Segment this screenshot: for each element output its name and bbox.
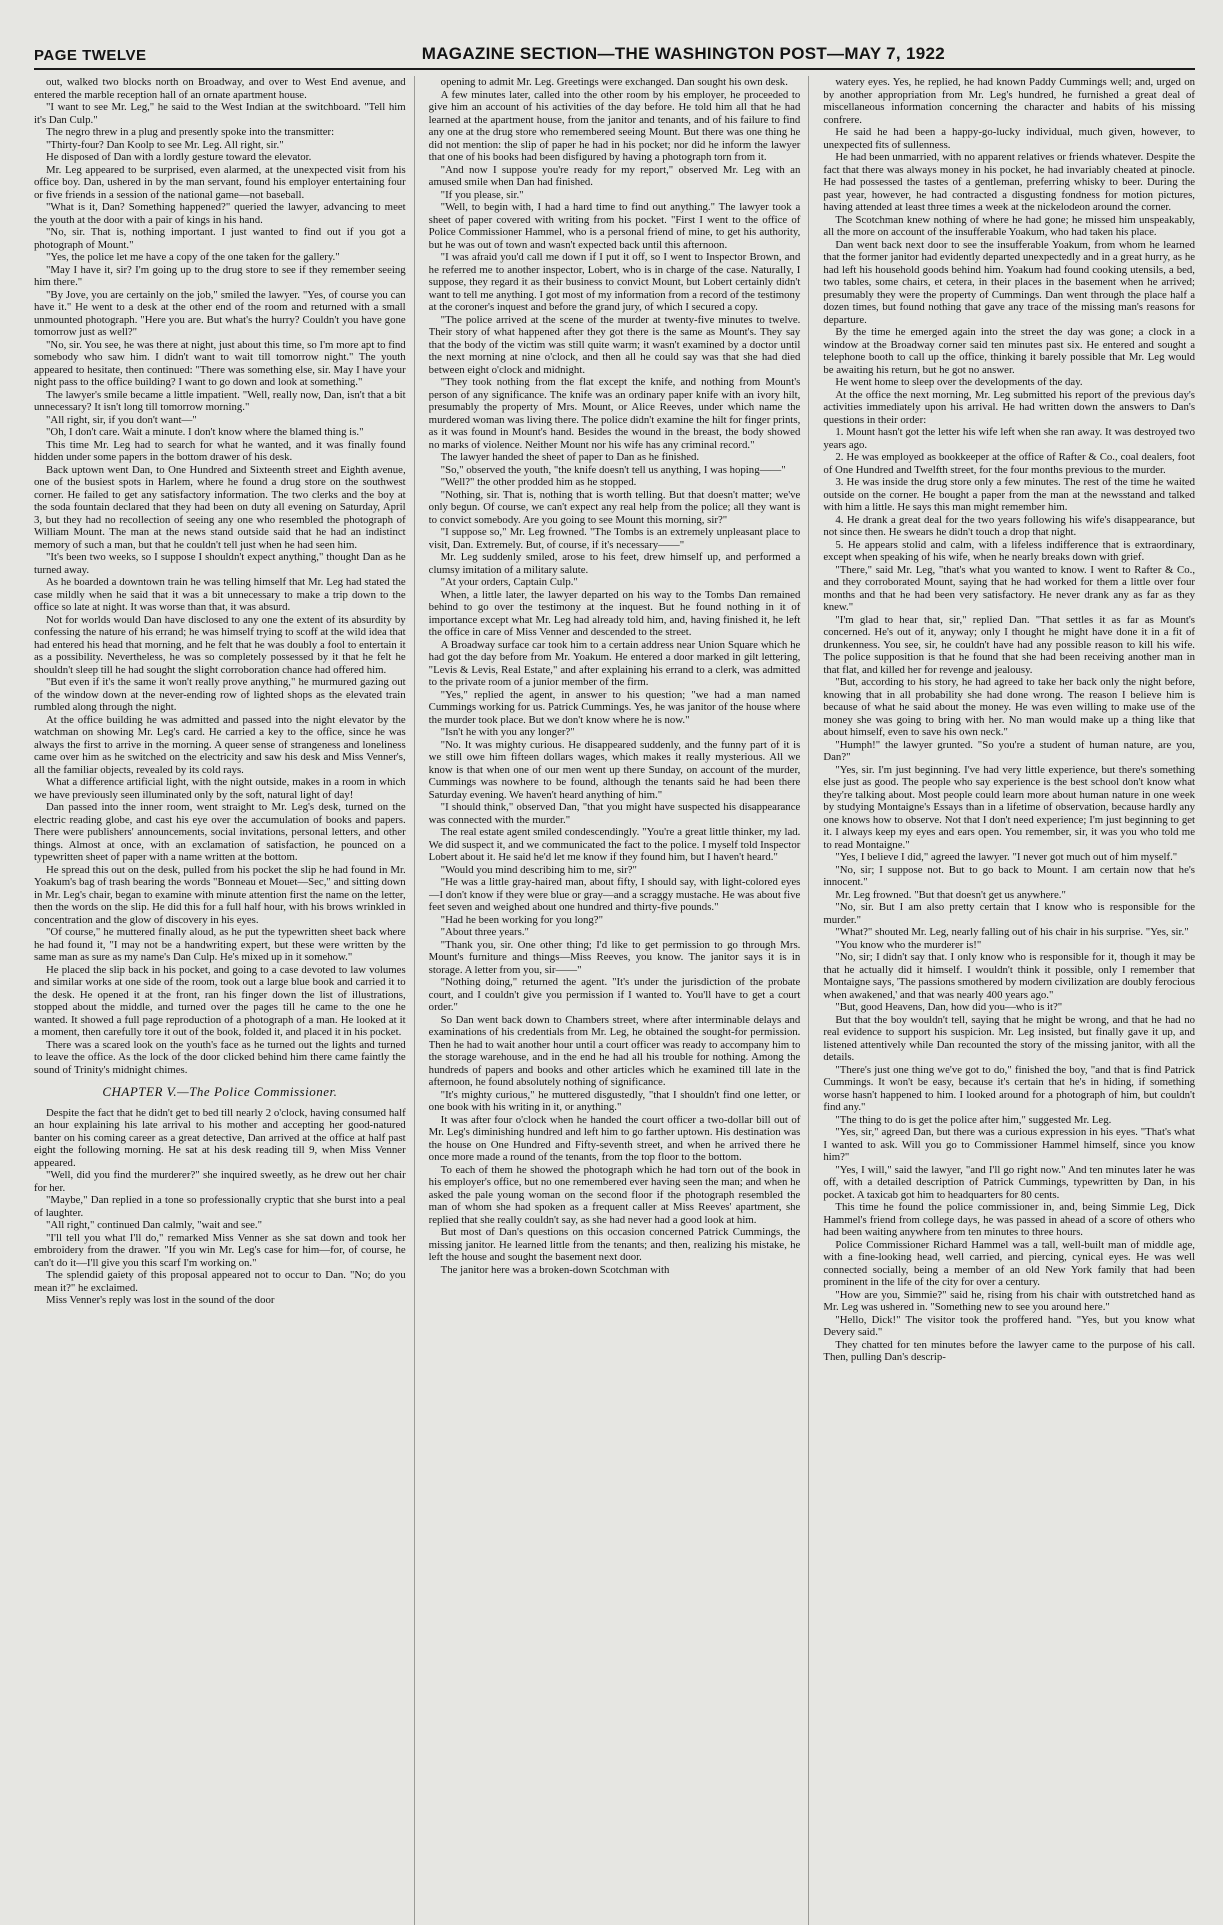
paragraph: He said he had been a happy-go-lucky individual, much given, however, to unexpected fits of sullenness. bbox=[823, 126, 1195, 151]
paragraph: Dan went back next door to see the insufferable Yoakum, from whom he learned that the former janitor had evidently departed unexpectedly and in a great hurry, as he had left his household goods behind him. Yoakum had found cooking utensils, a bed, two tables, some chairs, et cetera, in their places in the basement when he arrived; presumably they were the property of Cummings. Dan went through the place half a dozen times, but found nothing that gave any trace of the missing man's reasons for departure. bbox=[823, 238, 1195, 326]
paragraph: This time Mr. Leg had to search for what he wanted, and it was finally found hidden under some papers in the bottom drawer of his desk. bbox=[34, 438, 406, 463]
paragraph: It was after four o'clock when he handed the court officer a two-dollar bill out of Mr. Leg's diminishing hundred and left him to go farther uptown. His destination was the house on One Hundred and Fifty-seventh street, and when he arrived there he once more made a round of the tenants, from the top floor to the bottom. bbox=[428, 1113, 801, 1163]
paragraph: out, walked two blocks north on Broadway, and over to West End avenue, and entered the marble reception hall of an ornate apartment house. bbox=[34, 76, 406, 101]
paragraph: "I should think," observed Dan, "that you might have suspected his disappearance was connected with the murder." bbox=[428, 801, 801, 826]
paragraph: "Thirty-four? Dan Koolp to see Mr. Leg. All right, sir." bbox=[46, 138, 284, 151]
paragraph: "No, sir. That is, nothing important. I just wanted to find out if you got a photograph of Mount." bbox=[34, 226, 406, 251]
paragraph: "What is it, Dan? Something happened?" queried the lawyer, advancing to meet the youth at the door with a pair of kings in his hand. bbox=[34, 201, 406, 226]
paragraph: He had been unmarried, with no apparent relatives or friends whatever. Despite the fact that there was always money in his pocket, he had invariably cheated at pinocle. He had possessed the tastes of a gentleman, preferring whisky to beer. During the past year, however, he had contracted a disgusting fondness for motion pictures, having attended at least three times a week at the nickelodeon around the corner. bbox=[823, 151, 1195, 213]
paragraph: 3. He was inside the drug store only a few minutes. The rest of the time he waited outside on the corner. He bought a paper from the man at the newsstand and talked with him a little. He says this man might remember him. bbox=[823, 476, 1195, 513]
paragraph: "The police arrived at the scene of the murder at twenty-five minutes to twelve. Their story of what happened after they got there is the same as Mount's. They say that the body of the victim was still quite warm; it wasn't examined by a doctor until the next morning at nine o'clock, and then all he could say was that she had died between eight o'clock and midnight. bbox=[428, 313, 801, 376]
paragraph: He disposed of Dan with a lordly gesture toward the elevator. bbox=[46, 151, 312, 163]
paragraph: 5. He appears stolid and calm, with a lifeless indifference that is extraordinary, except when speaking of his wife, when he nearly breaks down with grief. bbox=[823, 538, 1195, 563]
section-title: MAGAZINE SECTION—THE WASHINGTON POST—MAY 7, 1922 bbox=[421, 44, 945, 63]
paragraph: "I was afraid you'd call me down if I put it off, so I went to Inspector Brown, and he referred me to another inspector, Lobert, who is in charge of the case. Naturally, I suppose, they regard it as their business to convict Mount, but Lobert certainly didn't want to tell me anything. I got most of my information from a record of the testimony at the coroner's inquest and before the grand jury, of which I secured a copy. bbox=[428, 251, 801, 313]
paragraph: But that the boy wouldn't tell, saying that he might be wrong, and that he had no real evidence to support his suspicion. Mr. Leg insisted, but finally gave it up, and listened attentively while Dan recounted the story of the missing janitor, with all the details. bbox=[823, 1013, 1195, 1063]
column-1 bbox=[34, 76, 415, 1925]
paragraph: "No, sir. But I am also pretty certain that I know who is responsible for the murder." bbox=[823, 901, 1195, 926]
paragraph: "If you please, sir." bbox=[440, 188, 524, 201]
paragraph: "Hello, Dick!" The visitor took the proffered hand. "Yes, but you know what Devery said." bbox=[823, 1313, 1195, 1338]
paragraph: There was a scared look on the youth's face as he turned out the lights and turned to leave the office. As the lock of the door clicked behind him there came faintly the sound of Trinity's midnight chimes. bbox=[34, 1038, 406, 1076]
paragraph: 4. He drank a great deal for the two years following his wife's disappearance, but not since then. He swears he didn't touch a drop that night. bbox=[823, 513, 1195, 538]
paragraph: "Nothing, sir. That is, nothing that is worth telling. But that doesn't matter; we've only begun. Of course, we can't expect any real help from the police; all they want is to convict somebody. Are you going to see Mount this morning, sir?" bbox=[428, 488, 801, 526]
column-3 bbox=[823, 76, 1195, 1925]
paragraph: "He was a little gray-haired man, about fifty, I should say, with light-colored eyes—I don't know if they were blue or gray—and a scraggy mustache. He was about five feet seven and weighed about one hundred and thirty-five pounds." bbox=[428, 876, 801, 913]
paragraph: "But, according to his story, he had agreed to take her back only the night before, knowing that in all probability she had done wrong. The reason I believe him is because of what he said about the money. He was even willing to make use of the money she was going to bring with her. No man would make up a thing like that about himself, even to save his own neck." bbox=[823, 676, 1195, 738]
paragraph: This time he found the police commissioner in, and, being Simmie Leg, Dick Hammel's friend from college days, he was passed in ahead of a score of others who had been waiting anywhere from ten minutes to three hours. bbox=[823, 1201, 1195, 1238]
paragraph: To each of them he showed the photograph which he had torn out of the book in his employer's office, but no one remembered ever having seen the man; and when he asked the pale young woman on the second floor if the photograph resembled the man of whom she had spoken as a frequent caller at Miss Reeves' apartment, she replied that she really couldn't say, as she had never had a good look at him. bbox=[428, 1163, 801, 1226]
paragraph: So Dan went back down to Chambers street, where after interminable delays and examinations of his credentials from Mr. Leg, he obtained the sought-for permission. Then he had to wait another hour until a court officer was ready to accompany him to the storage warehouse, and in the end he had all his trouble for nothing. Among the hundreds of papers and books and other articles which he examined till late in the afternoon, he found absolutely nothing of significance. bbox=[428, 1013, 801, 1088]
paragraph: "I suppose so," Mr. Leg frowned. "The Tombs is an extremely unpleasant place to visit, Dan. Extremely. But, of course, if it's necessary——" bbox=[428, 526, 801, 551]
paragraph: opening to admit Mr. Leg. Greetings were exchanged. Dan sought his own desk. bbox=[440, 76, 788, 88]
paragraph: "All right," continued Dan calmly, "wait and see." bbox=[46, 1219, 263, 1231]
paragraph: "Of course," he muttered finally aloud, as he put the typewritten sheet back where he had found it, "I may not be a handwriting expert, but these were written by the same man as sure as my name's Dan Culp. He's mixed up in it somehow." bbox=[34, 926, 406, 963]
paragraph: "By Jove, you are certainly on the job," smiled the lawyer. "Yes, of course you can have it." He went to a desk at the other end of the room and returned with a small unmounted photograph. "Here you are. But what's the hurry? Couldn't you have gone tomorrow just as well?" bbox=[34, 288, 406, 338]
paragraph: Police Commissioner Richard Hammel was a tall, well-built man of middle age, with a fine-looking head, well carried, and piercing, cynical eyes. He was well connected socially, being a member of an old New York family that had been prominent in the life of the city for over a century. bbox=[823, 1238, 1195, 1288]
paragraph: What a difference artificial light, with the night outside, makes in a room in which we have previously seen illuminated only by the soft, natural light of day! bbox=[34, 776, 406, 801]
paragraph: He placed the slip back in his pocket, and going to a case devoted to law volumes and similar works at one side of the room, took out a large blue book and carried it to the desk. He opened it at the front, ran his finger down the list of illustrations, stopped about the middle, and turned over the pages till he came to the one he wanted. It showed a full page reproduction of a photograph of a man. He looked at it a moment, then carefully tore it out of the book, folded it, and placed it in his pocket. bbox=[34, 963, 406, 1038]
paragraph: "Yes, I will," said the lawyer, "and I'll go right now." And ten minutes later he was off, with a detailed description of Patrick Cummings, typewritten by Dan, in his pocket. A taxicab got him to headquarters for 80 cents. bbox=[823, 1163, 1195, 1201]
paragraph: "I'm glad to hear that, sir," replied Dan. "That settles it as far as Mount's concerned. He's out of it, anyway; only I thought he might have done it in a fit of drunkenness. You see, sir, he couldn't have had any possible reason to kill his wife. The police supposition is that he found that she had been receiving another man in that flat, and killed her for revenge and jealousy. bbox=[823, 613, 1195, 676]
paragraph: "Yes, sir. I'm just beginning. I've had very little experience, but there's something else just as good. The people who say experience is the best school don't know what they're talking about. Most people could learn more about human nature in one week by studying Montaigne's Essays than in a lifetime of observation, because hardly any one knows how to observe. Not that I don't need experience; I'm just beginning to get it. I always keep my eyes and ears open. You remember, sir, it was you who told me to read Montaigne." bbox=[823, 763, 1195, 851]
paragraph: "What?" shouted Mr. Leg, nearly falling out of his chair in his surprise. "Yes, sir." bbox=[835, 926, 1189, 938]
paragraph: "And now I suppose you're ready for my report," observed Mr. Leg with an amused smile when Dan had finished. bbox=[428, 163, 801, 188]
paragraph: A few minutes later, called into the other room by his employer, he proceeded to give him an account of his activities of the day before. He told him all that he had learned at the apartment house, from the janitor and tenants, and of his failure to find any one at the drug store who remembered seeing Mount. But there was one thing he did not mention: the slip of paper he had in his pocket; nor did he inform the lawyer that one of his books had been disfigured by having a photograph torn from it. bbox=[428, 88, 801, 163]
masthead bbox=[34, 28, 1195, 70]
paragraph: When, a little later, the lawyer departed on his way to the Tombs Dan remained behind to go over the testimony at the inquest. But he found nothing in it of importance except what Mr. Leg had already told him, and, having finished it, he left the office in care of Miss Venner and descended to the street. bbox=[428, 588, 801, 638]
paragraph: "Yes," replied the agent, in answer to his question; "we had a man named Cummings working for us. Patrick Cummings. Yes, he was janitor of the house where the murder took place. But we don't know where he is now." bbox=[428, 688, 801, 726]
paragraph: "Maybe," Dan replied in a tone so professionally cryptic that she burst into a peal of laughter. bbox=[34, 1194, 406, 1219]
paragraph: "Yes, the police let me have a copy of the one taken for the gallery." bbox=[46, 251, 340, 263]
paragraph: "All right, sir, if you don't want—" bbox=[46, 413, 197, 426]
paragraph: "Well, to begin with, I had a hard time to find out anything." The lawyer took a sheet of paper covered with writing from his pocket. "First I went to the office of Police Commissioner Hammel, who is a personal friend of mine, to get his authority, but he was out of town and wasn't expected back until this afternoon. bbox=[428, 201, 801, 251]
paragraph: Mr. Leg appeared to be surprised, even alarmed, at the unexpected visit from his office boy. Dan, ushered in by the man servant, found his employer entertaining four or five friends in a session of the national game—not baseball. bbox=[34, 163, 406, 201]
paragraph: "About three years." bbox=[440, 926, 529, 938]
paragraph: "You know who the murderer is!" bbox=[835, 938, 982, 951]
paragraph: "There's just one thing we've got to do," finished the boy, "and that is find Patrick Cummings. It won't be easy, because it's certain that he's in hiding, if something worse hasn't happened to him. I looked around for a photograph of him, but couldn't find any." bbox=[823, 1063, 1195, 1113]
paragraph: Despite the fact that he didn't get to bed till nearly 2 o'clock, having consumed half an hour explaining his late arrival to his mother and accepting her good-natured banter on his coming career as a great detective, Dan arrived at the office at half past eight the following morning. He sat at his desk reading till 9, when Miss Venner appeared. bbox=[34, 1106, 406, 1169]
paragraph: "Had he been working for you long?" bbox=[440, 913, 603, 926]
paragraph: "Yes, sir," agreed Dan, but there was a curious expression in his eyes. "That's what I wanted to ask. Will you go to Commissioner Hammel himself, since you know him?" bbox=[823, 1126, 1195, 1163]
paragraph: Miss Venner's reply was lost in the sound of the door bbox=[46, 1294, 275, 1306]
paragraph: "Would you mind describing him to me, sir?" bbox=[440, 863, 637, 876]
paragraph: "I want to see Mr. Leg," he said to the West Indian at the switchboard. "Tell him it's Dan Culp." bbox=[34, 101, 406, 126]
paragraph: "No, sir; I didn't say that. I only know who is responsible for it, though it may be that he actually did it himself. I wouldn't think it possible, only I remember that Montaigne says, 'The passions smothered by modern civilization are doubly ferocious when awakened,' and that was nearly 400 years ago." bbox=[823, 951, 1195, 1001]
page-number-label: PAGE TWELVE bbox=[34, 47, 147, 64]
paragraph: "There," said Mr. Leg, "that's what you wanted to know. I went to Rafter & Co., and they corroborated Mount, saying that he had worked for them a little over four months and that he had been very satisfactory. He never drank any as far as they knew." bbox=[823, 563, 1195, 613]
paragraph: "The thing to do is get the police after him," suggested Mr. Leg. bbox=[835, 1113, 1112, 1126]
paragraph: "Isn't he with you any longer?" bbox=[440, 726, 575, 738]
paragraph: By the time he emerged again into the street the day was gone; a clock in a window at the Broadway corner said ten minutes past six. He entered and sought a telephone booth to call up the office, thinking it barely possible that Mr. Leg would be awaiting his return, but he got no answer. bbox=[823, 326, 1195, 376]
paragraph: "So," observed the youth, "the knife doesn't tell us anything, I was hoping——" bbox=[440, 463, 786, 476]
paragraph: "Oh, I don't care. Wait a minute. I don't know where the blamed thing is." bbox=[46, 426, 364, 438]
paragraph: "It's mighty curious," he muttered disgustedly, "that I shouldn't find one letter, or one book with his writing in it, or anything." bbox=[428, 1088, 801, 1113]
paragraph: Mr. Leg frowned. "But that doesn't get us anywhere." bbox=[835, 888, 1066, 901]
paragraph: Back uptown went Dan, to One Hundred and Sixteenth street and Eighth avenue, one of the busiest spots in Harlem, where he found a drug store on the southwest corner. He failed to get any satisfactory information. The two clerks and the boy at the soda fountain declared that they had been on duty all evening on Saturday, April 3, but they had no recollection of seeing any one who resembled the photograph of William Mount. The man at the news stand outside said that he had an indistinct memory of such a man, but that he couldn't tell just when he had seen him. bbox=[34, 463, 406, 551]
paragraph: He spread this out on the desk, pulled from his pocket the slip he had found in Mr. Yoakum's bag of trash bearing the words "Bonneau et Mouet—Sec," and sitting down in Mr. Leg's chair, began to examine with minute attention first the name on the letter, then the words on the slip. He did this for a full half hour, with his brows wrinkled in concentration and the glow of discovery in his eyes. bbox=[34, 863, 406, 926]
paragraph: Mr. Leg suddenly smiled, arose to his feet, drew himself up, and performed a clumsy imitation of a military salute. bbox=[428, 551, 801, 576]
paragraph: At the office the next morning, Mr. Leg submitted his report of the previous day's activities immediately upon his arrival. He had written down the answers to Dan's questions in their order: bbox=[823, 388, 1195, 426]
paragraph: "Well?" the other prodded him as he stopped. bbox=[440, 476, 637, 488]
paragraph: 1. Mount hasn't got the letter his wife left when she ran away. It was destroyed two years ago. bbox=[823, 426, 1195, 451]
paragraph: A Broadway surface car took him to a certain address near Union Square which he had got the day before from Mr. Yoakum. He entered a door marked in gilt lettering, "Levis & Levis, Real Estate," and after explaining his errand to a clerk, was admitted to the private room of a junior member of the firm. bbox=[428, 638, 801, 688]
paragraph: "May I have it, sir? I'm going up to the drug store to see if they remember seeing him there." bbox=[34, 263, 406, 288]
paragraph: Dan passed into the inner room, went straight to Mr. Leg's desk, turned on the electric reading globe, and cast his eye over the accumulation of books and papers. There were publishers' announcements, social invitations, personal letters, and other things. Almost at once, with an exclamation of satisfaction, he pounced on a typewritten sheet of paper with a name written at the bottom. bbox=[34, 801, 406, 863]
chapter-heading: CHAPTER V.—The Police Commissioner. bbox=[102, 1084, 338, 1099]
paragraph: Not for worlds would Dan have disclosed to any one the extent of its absurdity by confessing the nature of his errand; he was himself trying to scoff at the wild idea that had entered his head that morning, and he felt that he was doubly a fool to entertain it as a possibility. Nevertheless, he was so completely possessed by it that he felt he shouldn't sleep till he had sought the slight corroboration chance had offered him. bbox=[34, 613, 406, 676]
paragraph: "Thank you, sir. One other thing; I'd like to get permission to go through Mrs. Mount's furniture and things—Miss Reeves, you know. The janitor says it is in storage. A letter from you, sir——" bbox=[428, 938, 801, 976]
paragraph: "I'll tell you what I'll do," remarked Miss Venner as she sat down and took her embroidery from the drawer. "If you win Mr. Leg's case for him—for, of course, he can't do it—I'll give you this scarf I'm working on." bbox=[34, 1231, 406, 1269]
paragraph: They chatted for ten minutes before the lawyer came to the purpose of his call. Then, pulling Dan's descrip- bbox=[823, 1338, 1195, 1363]
paragraph: But most of Dan's questions on this occasion concerned Patrick Cummings, the missing janitor. He learned little from the tenants; and then, realizing his mistake, he left the house and sought the basement next door. bbox=[428, 1226, 801, 1263]
paragraph: "But, good Heavens, Dan, how did you—who is it?" bbox=[835, 1001, 1063, 1013]
paragraph: "How are you, Simmie?" said he, rising from his chair with outstretched hand as Mr. Leg was ushered in. "Something new to see you around here." bbox=[823, 1288, 1195, 1313]
paragraph: The lawyer's smile became a little impatient. "Well, really now, Dan, isn't that a bit unnecessary? It isn't long till tomorrow morning." bbox=[34, 388, 406, 413]
paragraph: "But even if it's the same it won't really prove anything," he murmured gazing out of the window down at the never-ending row of lighted shops as the elevated train rumbled along through the night. bbox=[34, 676, 406, 713]
paragraph: The real estate agent smiled condescendingly. "You're a great little thinker, my lad. We did suspect it, and we communicated the fact to the police. I myself told Inspector Lobert about it. He said he'd let me know if they found him, but I haven't heard." bbox=[428, 826, 801, 863]
paragraph: "They took nothing from the flat except the knife, and nothing from Mount's person of any significance. The knife was an ordinary paper knife with an ivory hilt, presumably the property of Mrs. Mount, or Alice Reeves, under which name the murdered woman was living there. The police didn't examine the hilt for finger prints, as it was found in Mount's hand. Besides the wound in the breast, the body showed no marks of violence. Neither Mount nor his wife has any criminal record." bbox=[428, 376, 801, 451]
paragraph: At the office building he was admitted and passed into the night elevator by the watchman on showing Mr. Leg's card. He carried a key to the office, since he was always the first to arrive in the morning. A queer sense of strangeness and loneliness came over him as he switched on the electricity and saw his desk and Miss Venner's, all the familiar objects, revealed by its cold rays. bbox=[34, 713, 406, 776]
paragraph: "Humph!" the lawyer grunted. "So you're a student of human nature, are you, Dan?" bbox=[823, 738, 1195, 763]
paragraph: The Scotchman knew nothing of where he had gone; he missed him unspeakably, all the more on account of the insufferable Yoakum, who had taken his place. bbox=[823, 213, 1195, 238]
paragraph: "Nothing doing," returned the agent. "It's under the jurisdiction of the probate court, and I couldn't give you permission if I wanted to. You'll have to get a court order." bbox=[428, 976, 801, 1013]
paragraph: "Yes, I believe I did," agreed the lawyer. "I never got much out of him myself." bbox=[835, 851, 1178, 863]
paragraph: "No, sir. You see, he was there at night, just about this time, so I'm more apt to find somebody who saw him. I didn't want to wait till tomorrow night." The youth appeared to hesitate, then continued: "There was something else, sir. May I have your night pass to the office building? I want to go down and look at something." bbox=[34, 338, 406, 388]
article-columns bbox=[34, 76, 1195, 1925]
paragraph: The negro threw in a plug and presently spoke into the transmitter: bbox=[46, 126, 335, 138]
paragraph: 2. He was employed as bookkeeper at the office of Rafter & Co., coal dealers, foot of One Hundred and Twelfth street, for the four months previous to the murder. bbox=[823, 451, 1195, 476]
paragraph: "No. It was mighty curious. He disappeared suddenly, and the funny part of it is we still owe him fifteen dollars wages, which makes it really mysterious. All we know is that when one of our men went up there Sunday, on account of the murder, Cummings was nowhere to be found, although the tenants said he had been there Saturday evening. We haven't heard anything of him." bbox=[428, 738, 801, 801]
paragraph: The splendid gaiety of this proposal appeared not to occur to Dan. "No; do you mean it?" he exclaimed. bbox=[34, 1269, 406, 1294]
paragraph: "Well, did you find the murderer?" she inquired sweetly, as he drew out her chair for her. bbox=[34, 1169, 406, 1194]
column-2 bbox=[429, 76, 810, 1925]
paragraph: watery eyes. Yes, he replied, he had known Paddy Cummings well; and, urged on by another appropriation from Mr. Leg's hundred, he furnished a great deal of miscellaneous information concerning the character and habits of his missing confrere. bbox=[823, 76, 1195, 126]
paragraph: He went home to sleep over the developments of the day. bbox=[835, 376, 1083, 388]
paragraph: "It's been two weeks, so I suppose I shouldn't expect anything," thought Dan as he turned away. bbox=[34, 551, 406, 576]
paragraph: "No, sir; I suppose not. But to go back to Mount. I am certain now that he's innocent." bbox=[823, 863, 1195, 888]
paragraph: As he boarded a downtown train he was telling himself that Mr. Leg had stated the case mildly when he said that it was a bit unnecessary to make a trip down to the office so late at night. It was worse than that, it was absurd. bbox=[34, 576, 406, 613]
paragraph: "At your orders, Captain Culp." bbox=[440, 576, 578, 588]
paragraph: The janitor here was a broken-down Scotchman with bbox=[440, 1263, 670, 1276]
paragraph: The lawyer handed the sheet of paper to Dan as he finished. bbox=[440, 451, 700, 463]
